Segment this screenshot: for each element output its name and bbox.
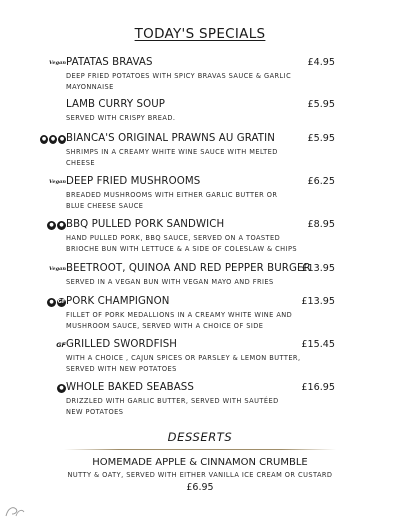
item-description: SERVED IN A VEGAN BUN WITH VEGAN MAYO AND FRIES (66, 278, 274, 286)
item-price: £16.95 (301, 382, 335, 393)
dessert-price: £6.95 (186, 482, 214, 493)
gluten-icon: ● (47, 221, 56, 230)
dietary-icons (44, 57, 66, 69)
item-name: BIANCA'S ORIGINAL PRAWNS AU GRATIN (66, 133, 275, 144)
item-price: £15.45 (301, 339, 335, 350)
dietary-icons (44, 339, 66, 351)
dessert-name: HOMEMADE APPLE & CINNAMON CRUMBLE (92, 457, 308, 468)
item-name: BEETROOT, QUINOA AND RED PEPPER BURGER (66, 263, 311, 274)
item-description: DEEP FRIED POTATOES WITH SPICY BRAVAS SAUCE & GARLIC MAYONNAISE (66, 72, 292, 91)
item-description: SERVED WITH CRISPY BREAD. (66, 114, 176, 122)
item-description: DRIZZLED WITH GARLIC BUTTER, SERVED WITH SAUTÉED NEW POTATOES (66, 397, 279, 416)
item-name: PORK CHAMPIGNON (66, 296, 170, 307)
item-price: £4.95 (307, 57, 335, 68)
dietary-icons (40, 133, 66, 145)
leaf-icon: ● (41, 135, 47, 142)
fish-icon: ● (57, 384, 66, 393)
item-price: £8.95 (307, 219, 335, 230)
dietary-icons (44, 263, 66, 275)
brand-logo (4, 505, 26, 517)
item-name: WHOLE BAKED SEABASS (66, 382, 194, 393)
logo-icon (4, 505, 26, 517)
item-price: £5.95 (307, 99, 335, 110)
dietary-icons (44, 219, 66, 231)
item-description: SHRIMPS IN A CREAMY WHITE WINE SAUCE WITH MELTED CHEESE (66, 148, 278, 167)
item-description: WITH A CHOICE , CAJUN SPICES OR PARSLEY & LEMON BUTTER, SERVED WITH NEW POTATOES (66, 354, 301, 373)
item-name: GRILLED SWORDFISH (66, 339, 178, 350)
dairy-icon: ● (50, 135, 56, 142)
item-name: DEEP FRIED MUSHROOMS (66, 176, 201, 187)
item-description: BREADED MUSHROOMS WITH EITHER GARLIC BUTTER OR BLUE CHEESE SAUCE (66, 191, 278, 210)
divider (64, 449, 336, 450)
item-price: £13.95 (301, 263, 335, 274)
vegan-icon: Vegan (49, 179, 66, 185)
dietary-icons (44, 296, 66, 308)
dessert-description: NUTTY & OATY, SERVED WITH EITHER VANILLA ICE CREAM OR CUSTARD (67, 471, 333, 479)
vegan-icon: Vegan (49, 60, 66, 66)
dairy-icon: ● (47, 298, 56, 307)
gluten-free-icon: GF (57, 298, 66, 305)
dairy-icon: ● (57, 221, 66, 230)
gluten-free-icon: GF (56, 341, 66, 349)
dietary-icons (44, 382, 66, 394)
shellfish-icon: ● (59, 135, 65, 142)
item-name: BBQ PULLED PORK SANDWICH (66, 219, 225, 230)
item-description: FILLET OF PORK MEDALLIONS IN A CREAMY WHITE WINE AND MUSHROOM SAUCE, SERVED WITH A CHOICE OF SIDE (66, 311, 293, 330)
page-title: TODAY'S SPECIALS (134, 26, 266, 42)
item-price: £13.95 (301, 296, 335, 307)
item-price: £6.25 (307, 176, 335, 187)
item-name: PATATAS BRAVAS (66, 57, 153, 68)
dietary-icons (44, 176, 66, 188)
desserts-heading: DESSERTS (167, 430, 233, 444)
vegan-icon: Vegan (49, 266, 66, 272)
item-description: HAND PULLED PORK, BBQ SAUCE, SERVED ON A TOASTED BRIOCHE BUN WITH LETTUCE & A SIDE OF COLESLAW & CHIPS (66, 234, 298, 253)
item-price: £5.95 (307, 133, 335, 144)
item-name: LAMB CURRY SOUP (66, 99, 166, 110)
